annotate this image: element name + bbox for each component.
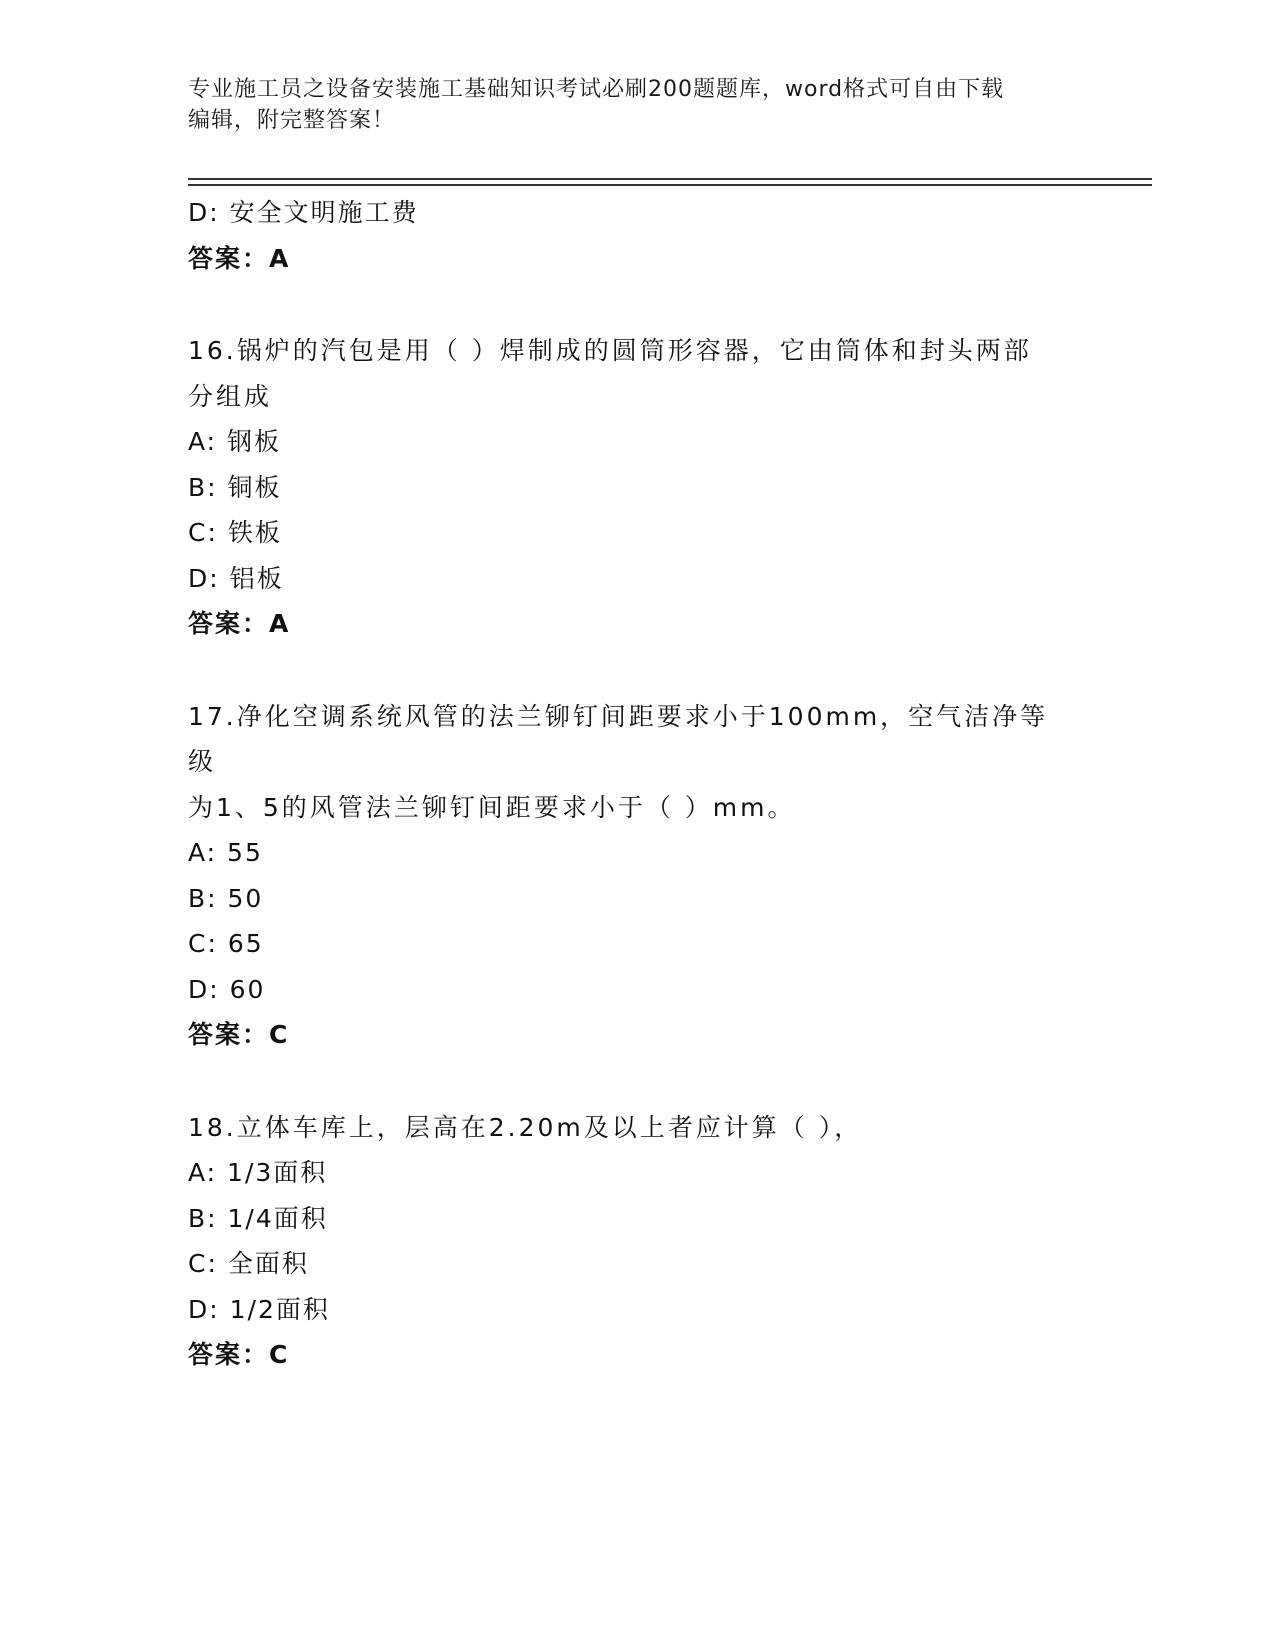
option-d: D: 60 bbox=[188, 974, 266, 1004]
option-b: B: 1/4面积 bbox=[188, 1203, 328, 1233]
question-17 bbox=[188, 694, 1088, 1058]
answer-line: 答案：A bbox=[188, 243, 291, 273]
option-c: C: 全面积 bbox=[188, 1249, 309, 1278]
option-a: A: 1/3面积 bbox=[188, 1158, 328, 1187]
question-text-cont: 分组成 bbox=[188, 381, 273, 411]
question-text-cont: 为1、5的风管法兰铆钉间距要求小于（ ）mm。 bbox=[188, 792, 796, 822]
option-b: B: 铜板 bbox=[188, 472, 282, 502]
question-16 bbox=[188, 328, 1088, 647]
option-c: C: 铁板 bbox=[188, 518, 282, 547]
question-text: 17.净化空调系统风管的法兰铆钉间距要求小于100mm，空气洁净等级 bbox=[188, 701, 1049, 776]
question-gap bbox=[188, 1058, 1088, 1105]
option-c: C: 65 bbox=[188, 929, 264, 958]
header-divider-bottom bbox=[188, 184, 1152, 186]
question-gap bbox=[188, 281, 1088, 328]
option-a: A: 55 bbox=[188, 838, 263, 867]
document-body bbox=[188, 190, 1088, 1378]
question-text: 16.锅炉的汽包是用（ ）焊制成的圆筒形容器，它由筒体和封头两部 bbox=[188, 336, 1032, 365]
question-text: 18.立体车库上，层高在2.20m及以上者应计算（ ）， bbox=[188, 1112, 863, 1142]
header-title-line1: 专业施工员之设备安装施工基础知识考试必刷200题题库，word格式可自由下载 bbox=[188, 77, 1005, 102]
document-header bbox=[188, 74, 1088, 136]
answer-line: 答案：C bbox=[188, 1020, 290, 1049]
question-18 bbox=[188, 1105, 1088, 1378]
option-a: A: 钢板 bbox=[188, 427, 282, 456]
answer-line: 答案：A bbox=[188, 609, 291, 638]
option-d: D: 铝板 bbox=[188, 563, 284, 593]
option-d: D: 安全文明施工费 bbox=[188, 198, 419, 227]
option-d: D: 1/2面积 bbox=[188, 1294, 330, 1324]
header-divider-top bbox=[188, 178, 1152, 180]
question-gap bbox=[188, 647, 1088, 694]
answer-line: 答案：C bbox=[188, 1340, 290, 1369]
header-title-line2: 编辑，附完整答案！ bbox=[188, 108, 396, 133]
option-b: B: 50 bbox=[188, 883, 264, 913]
